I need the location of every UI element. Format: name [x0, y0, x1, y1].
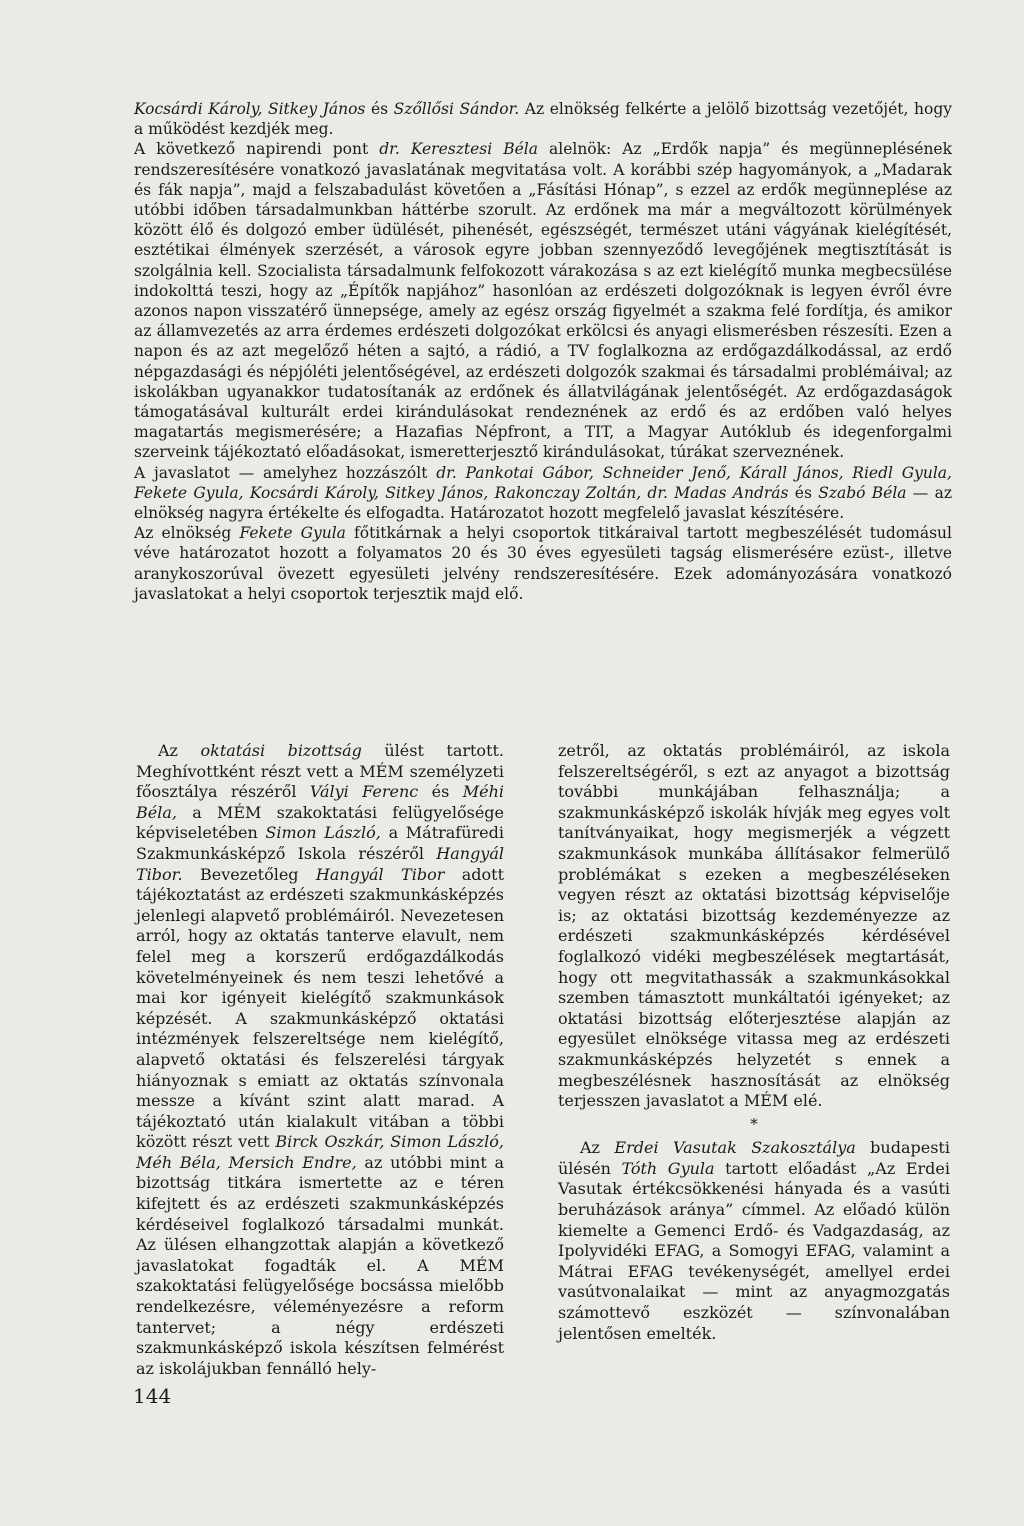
- paragraph-proposal: [134, 463, 952, 524]
- name-italic: dr. Keresztesi Béla: [379, 140, 538, 159]
- paragraph-nominating-committee: [134, 99, 952, 139]
- names-italic: Kocsárdi Károly, Sitkey János: [134, 100, 366, 118]
- text: Az: [580, 1138, 615, 1158]
- paragraph-education-continued: [558, 741, 950, 1112]
- text: budapesti ülésén: [558, 1138, 950, 1178]
- paragraph-forest-day: [134, 139, 952, 462]
- paragraph-education-committee: [136, 741, 504, 1379]
- text: a Mátrafüredi Szakmunkásképző Iskola részéről: [136, 823, 505, 863]
- text: alelnök: Az „Erdők napja” és megünneplésének rendszeresítésére vonatkozó javaslatának megvitatása volt. A korábbi szép hagyományok, a „Madarak és fák napja”, majd a felszabadulást követően a „Fásítási Hónap”, s ezzel az erdők megünneplése az utóbbi időben társadalmunkban háttérbe szorult. Az erdőnek ma már a megváltozott körülmények között élő és dolgozó ember üdülését, pihenését, egészségét, természet utáni vágyának kielégítését, esztétikai élmények szerzését, a városok egyre jobban szennyeződő levegőjének megtisztítását is szolgálnia kell. Szocialista társadalmunk felfokozott várakozása s az ezt kielégítő munka megbecsülése indokolttá teszi, hogy az „Építők napjához” hasonlóan az erdészeti dolgozóknak is legyen évről évre azonos napon visszatérő ünnepsége, amely az egész ország figyelmét a szakma felé fordítja, és amikor az államvezetés az arra érdemes erdészeti dolgozókat erkölcsi és anyagi elismerésben részesíti. Ezen a napon és az azt megelőző héten a sajtó, a rádió, a TV foglalkozna az erdőgazdálkodással, az erdő népgazdasági és népjóléti jelentőségével, az erdészeti dolgozók szakmai és társadalmi problémáival; az iskolákban ugyanakkor tudatosítanák az erdőnek és állatvilágának jelentőségét. Az erdőgazdaságok támogatásával kulturált erdei kirándulásokat rendeznének az erdő és az erdőben való helyes magatartás megismerésére; a Hazafias Népfront, a TIT, a Magyar Autóklub és idegenforgalmi szerveink tájékoztató előadásokat, ismeretterjesztő kirándulásokat, túrákat szerveznének.: [134, 140, 952, 462]
- names-italic: Birck Oszkár, Simon László, Méh Béla, Mersich Endre,: [136, 1132, 505, 1172]
- text: a MÉM szakoktatási felügyelősége képviseletében: [136, 802, 504, 843]
- paragraph-membership-badge: [134, 523, 952, 604]
- right-column: [558, 741, 950, 1344]
- text: az utóbbi mint a bizottság titkára ismertette az e téren kifejtett és az erdészeti szakmunkásképzés kérdéseivel foglalkozó társadalmi munkát. Az ülésen elhangzottak alapján a következő javaslatokat fogadták el. A MÉM szakoktatási felügyelősége bocsássa mielőbb rendelkezésre, véleményezésre a reform tantervet; a négy erdészeti szakmunkásképző iskola készítsen felmérést az iskolájukban fennálló hely-: [136, 1152, 505, 1378]
- text: Az elnökség felkérte a jelölő bizottság vezetőjét, hogy a működést kezdjék meg.: [134, 100, 952, 139]
- name-italic: Szőllősi Sándor.: [393, 100, 520, 118]
- name-italic: Szabó Béla: [818, 483, 907, 502]
- text: tartott előadást „Az Erdei Vasutak értékcsökkenési hányada és a vasúti beruházások aránya” címmel. Az előadó külön kiemelte a Gemenci Erdő- és Vadgazdaság, az Ipolyvidéki EFAG, a Somogyi EFAG, valamint a Mátrai EFAG tevékenységét, amellyel erdei vasútvonalaikat — mint az anyagmozgatás számottevő eszközét — színvonalában jelentősen emelték.: [558, 1158, 950, 1343]
- text: — az elnökség nagyra értékelte és elfogadta. Határozatot hozott megfelelő javaslat készítésére.: [134, 483, 952, 523]
- name-italic: Hangyál Tibor: [315, 864, 445, 884]
- text: A következő napirendi pont: [134, 140, 380, 159]
- section-separator-asterisk: *: [750, 1114, 758, 1133]
- name-italic: Simon László,: [265, 823, 381, 843]
- text: Bevezetőleg: [182, 864, 316, 884]
- text: főtitkárnak a helyi csoportok titkáraival tartott megbeszélését tudomásul véve határozatot hozott a folyamatos 20 és 30 éves egyesületi tagság elismerésére ezüst-, illetve aranykoszorúval övezett egyesületi jelvény rendszeresítésére. Ezek adományozására vonatkozó javaslatokat a helyi csoportok terjesztik majd elő.: [134, 524, 952, 603]
- text: ülést tartott. Meghívottként részt vett a MÉM személyzeti főosztálya részéről: [136, 741, 505, 802]
- text: A javaslatot — amelyhez hozzászólt: [134, 463, 437, 482]
- section-italic: Erdei Vasutak Szakosztálya: [614, 1138, 856, 1158]
- text: Az elnökség: [134, 524, 240, 543]
- names-italic: dr. Pankotai Gábor, Schneider Jenő, Kárall János, Riedl Gyula, Fekete Gyula, Kocsárdi Károly, Sitkey János, Rakonczay Zoltán, dr. Madas András: [134, 463, 952, 502]
- top-section: [134, 99, 952, 604]
- left-column: [136, 741, 504, 1379]
- text: adott tájékoztatást az erdészeti szakmunkásképzés jelenlegi alapvető problémáiról. Nevezetesen arról, hogy az oktatás tanterve elavult, nem felel meg a korszerű erdőgazdálkodás követelményeinek és nem teszi lehetővé a mai kor igényeit kielégítő szakmunkások képzését. A szakmunkásképző oktatási intézmények felszereltsége nem kielégítő, alapvető oktatási és felszerelési tárgyak hiányoznak s emiatt az oktatás színvonala messze a kívánt szint alatt marad. A tájékoztató után kialakult vitában a többi között részt vett: [136, 864, 504, 1152]
- text: és: [418, 782, 463, 802]
- text: zetről, az oktatás problémáiról, az iskola felszereltségéről, s ezt az anyagot a bizottság további munkájában felhasználja; a szakmunkásképző iskolák hívják meg egyes volt tanítványaikat, hogy megismerjék a végzett szakmunkások munkába állításakor felmerülő problémákat s ezeken a megbeszéléseken vegyen részt az oktatási bizottság képviselője is; az oktatási bizottság kezdeményezze az erdészeti szakmunkásképzés kérdésével foglalkozó vidéki megbeszélések megtartását, hogy ott megvitathassák a szakmunkásokkal szemben támasztott munkáltatói igényeket; az oktatási bizottság előterjesztése alapján az egyesület elnöksége vitassa meg az erdészeti szakmunkásképzés helyzetét s ennek a megbeszélésnek hasznosítását az elnökség terjesszen javaslatot a MÉM elé.: [558, 741, 950, 1111]
- text: és: [788, 483, 819, 502]
- text: és: [365, 100, 394, 118]
- name-italic: Vályi Ferenc: [309, 782, 419, 802]
- name-italic: Méhi Béla,: [136, 782, 504, 822]
- name-italic: Hangyál Tibor.: [136, 843, 504, 884]
- text: Az: [158, 741, 201, 760]
- name-italic: Tóth Gyula: [621, 1158, 715, 1178]
- committee-italic: oktatási bizottság: [200, 741, 362, 760]
- page-number: 144: [133, 1384, 172, 1408]
- paragraph-forest-railways: [558, 1138, 950, 1344]
- name-italic: Fekete Gyula: [239, 524, 346, 543]
